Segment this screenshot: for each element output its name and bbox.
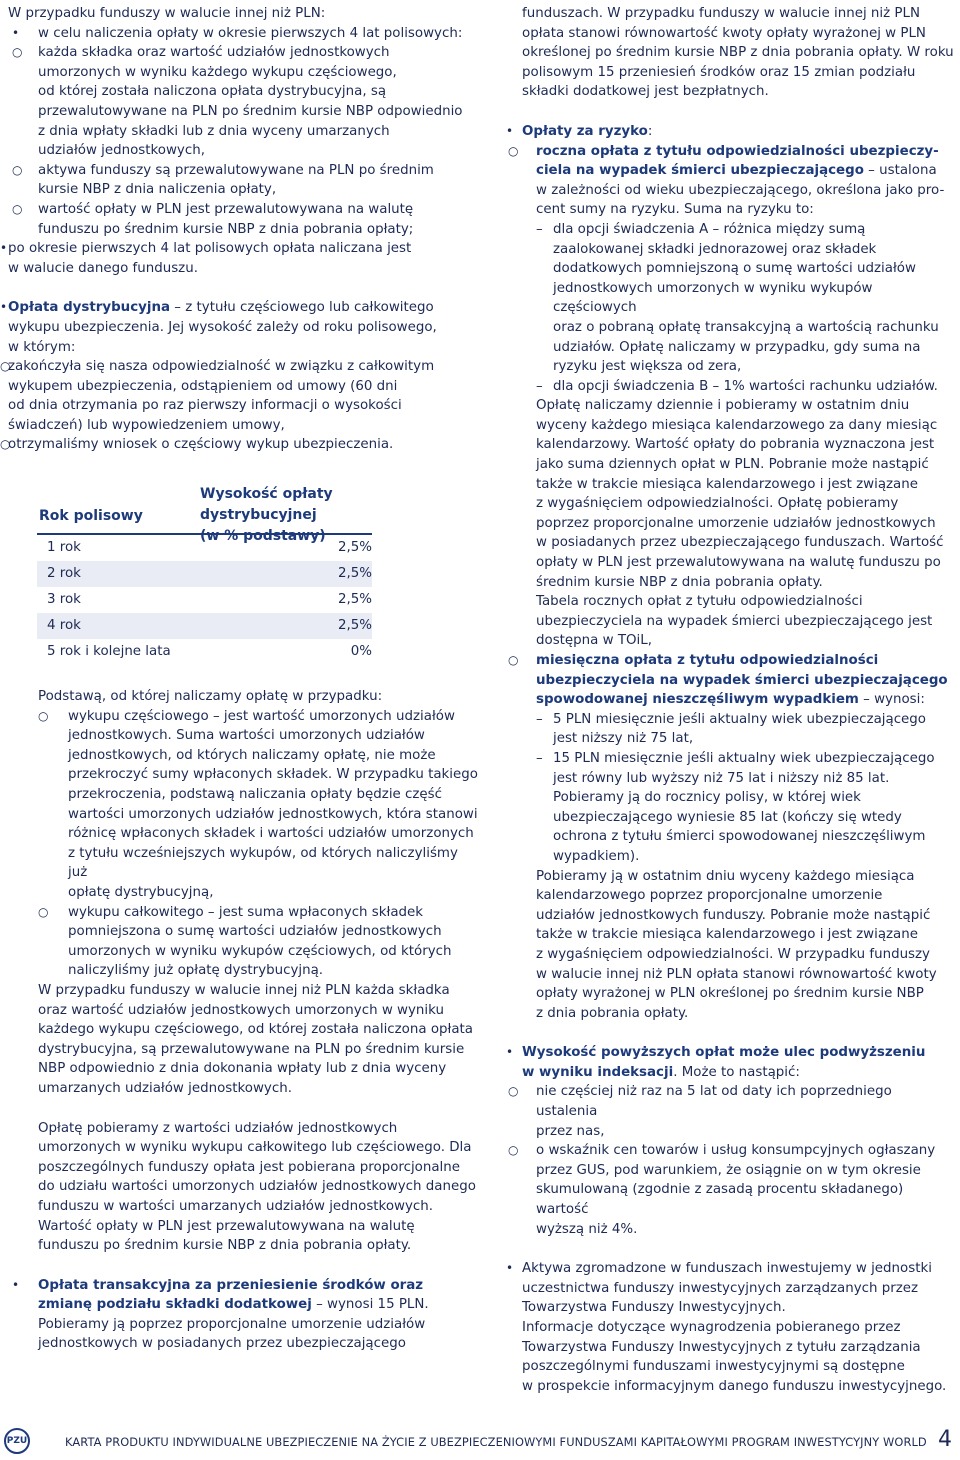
section-indexation: • Wysokość powyższych opłat może ulec podwyższeniu w wyniku indeksacji. Może to nastąpić: bbox=[506, 1043, 956, 1082]
dash-item: – dla opcji świadczenia A – różnica między sumą zaalokowanej składki jednorazowej oraz składek dodatkowych pomniejszoną o sumę wartości udziałów jednostkowych umorzonych w wyniku wykupów częściowych oraz o pobraną opłatę transakcyjną a wartością rachunku udziałów. Opłatę naliczamy w przypadku, gdy suma na ryzyku jest większa od zera, bbox=[536, 221, 939, 375]
table-row: 5 rok i kolejne lata 0% bbox=[47, 644, 372, 660]
dash-icon: – bbox=[536, 221, 543, 237]
circle-item: ○ nie częściej niż raz na 5 lat od daty ich poprzedniego ustalenia przez nas, bbox=[508, 1084, 892, 1139]
section-title: Wysokość powyższych opłat może ulec podwyższeniu bbox=[522, 1045, 926, 1061]
column-header-fee: Wysokość opłaty dystrybucyjnej (w % podstawy) bbox=[200, 486, 333, 545]
table-row: 2 rok 2,5% bbox=[37, 561, 372, 587]
table-header bbox=[37, 481, 372, 545]
bullet-icon: • bbox=[0, 300, 8, 315]
bullet-item: • po okresie pierwszych 4 lat polisowych opłata naliczana jest w walucie danego funduszu. bbox=[0, 241, 412, 276]
transaction-continued: funduszach. W przypadku funduszy w walucie innej niż PLN opłata stanowi równowartość kwoty opłaty wyrażonej w PLN określonej po średnim kursie NBP z dnia pobrania opłaty. W roku polisowym 15 przeniesień środków oraz 15 zmian podziału składki dodatkowej jest bezpłatnych. bbox=[522, 6, 954, 100]
table-row: 3 rok 2,5% bbox=[47, 592, 372, 608]
risk-paragraph: Opłatę naliczamy dziennie i pobieramy w ostatnim dniu wyceny każdego miesiąca kalendarzowego za dany miesiąc kalendarzowy. Wartość opłaty do pobrania wyznaczona jest jako suma dziennych opłat w PLN. Pobranie może nastąpić także w trakcie miesiąca kalendarzowego i jest związane z wygaśnięciem odpowiedzialności. Opłatę pobieramy poprzez proporcjonalne umorzenie udziałów jednostkowych w posiadanych przez ubezpieczającego funduszach. Wartość opłaty w PLN jest przewalutowywana na walutę funduszu po średnim kursie NBP z dnia pobrania opłaty. Tabela rocznych opłat z tytułu odpowiedzialności ubezpieczyciela na wypadek śmierci ubezpieczającego jest dostępna w TOiL, bbox=[536, 398, 944, 649]
section-risk-fees: • Opłaty za ryzyko: bbox=[506, 122, 956, 142]
footer-title: KARTA PRODUKTU INDYWIDUALNE UBEZPIECZENIE NA ŻYCIE Z UBEZPIECZENIOWYMI FUNDUSZAMI KAPITAŁOWYMI PROGRAM INWESTYCYJNY WORLD bbox=[65, 1435, 927, 1449]
base-paragraph: Podstawą, od której naliczamy opłatę w przypadku: ○ wykupu częściowego – jest wartość umorzonych udziałów jednostkowych. Suma wartości umorzonych udziałów jednostkowych, od których naliczamy opłatę, nie może przekroczyć sumy wpłaconych składek. W przypadku takiego przekroczenia, podstawą naliczania opłaty będzie część wartości umorzonych udziałów jednostkowych, która stanowi różnicę wpłaconych składek i wartości udziałów umorzonych z tytułu wcześniejszych wykupów, od których naliczyliśmy już opłatę dystrybucyjną, ○ wykupu całkowitego – jest suma wpłaconych składek pomniejszona o sumę wartości udziałów jednostkowych umorzonych w wyniku wykupów częściowych, od których naliczyliśmy już opłatę dystrybucyjną. W przypadku funduszy w walucie innej niż PLN każda składka oraz wartość udziałów jednostkowych umorzonych w wyniku każdego wykupu częściowego, od której została naliczona opłata dystrybucyjna, są przewalutowywane na PLN po średnim kursie NBP odpowiednio z dnia dokonania wpłaty lub z dnia wyceny umarzanych udziałów jednostkowych. Opłatę pobieramy z wartości udziałów jednostkowych umorzonych w wyniku wykupu całkowitego lub częściowego. Dla poszczególnych funduszy opłata jest pobierana proporcjonalne do udziału wartości umorzonych udziałów jednostkowych danego funduszu w wartości umarzanych udziałów jednostkowych. Wartość opłaty w PLN jest przewalutowywana na walutę funduszu po średnim kursie NBP z dnia pobrania opłaty. bbox=[38, 689, 478, 1254]
circle-bullet-icon: ○ bbox=[12, 45, 23, 60]
section-title: Opłata transakcyjna za przeniesienie środków oraz bbox=[38, 1277, 424, 1293]
circle-bullet-icon: ○ bbox=[38, 904, 49, 919]
circle-item: ○ otrzymaliśmy wniosek o częściowy wykup ubezpieczenia. bbox=[8, 435, 478, 455]
pzu-logo-icon: PZU bbox=[4, 1428, 30, 1454]
circle-bullet-icon: ○ bbox=[508, 143, 519, 158]
circle-bullet-icon: ○ bbox=[0, 359, 11, 374]
section-assets: • Aktywa zgromadzone w funduszach inwestujemy w jednostki uczestnictwa funduszy inwestycyjnych zarządzanych przez Towarzystwa Funduszy Inwestycyjnych. Informacje dotyczące wynagrodzenia pobieranego przez Towarzystwa Funduszy Inwestycyjnych z tytułu zarządzania poszczególnymi funduszami inwestycyjnymi są dostępne w prospekcie informacyjnym danego funduszu inwestycyjnego. bbox=[506, 1261, 947, 1394]
dash-icon: – bbox=[536, 378, 543, 394]
section-title: zmianę podziału składki dodatkowej bbox=[38, 1297, 312, 1313]
page-footer bbox=[0, 1418, 960, 1460]
bullet-icon: • bbox=[0, 241, 8, 256]
circle-bullet-icon: ○ bbox=[508, 1084, 519, 1099]
circle-bullet-icon: ○ bbox=[12, 162, 23, 177]
dash-item: – dla opcji świadczenia B – 1% wartości rachunku udziałów. bbox=[506, 377, 956, 397]
distribution-fee-table bbox=[37, 481, 372, 665]
circle-item: ○ zakończyła się nasza odpowiedzialność w związku z całkowitym wykupem ubezpieczenia, odstąpieniem od umowy (60 dni od dnia otrzymania po raz pierwszy informacji o wysokości świadczeń) lub wypowiedzeniem umowy, bbox=[0, 359, 435, 433]
dash-item: – 15 PLN miesięcznie jeśli aktualny wiek ubezpieczającego jest równy lub wyższy niż 75 lat i niższy niż 85 lat. Pobieramy ją do rocznicy polisy, w której wiek ubezpieczającego wyniesie 85 lat (kończy się wtedy ochrona z tytułu śmierci spowodowanej nieszczęśliwym wypadkiem). bbox=[536, 750, 935, 864]
dash-icon: – bbox=[536, 750, 543, 766]
section-transaction-fee: • Opłata transakcyjna za przeniesienie środków oraz zmianę podziału składki dodatkowej – wynosi 15 PLN. Pobieramy ją poprzez proporcjonalne umorzenie udziałów jednostkowych w posiadanych przez ubezpieczającego bbox=[8, 1276, 478, 1354]
circle-item: ○ roczna opłata z tytułu odpowiedzialności ubezpieczy- ciela na wypadek śmierci ubezpieczającego – ustalona w zależności od wieku ubezpieczającego, określona jako pro- cent sumy na ryzyku. Suma na ryzyku to: bbox=[508, 143, 945, 218]
circle-item: ○ aktywa funduszy są przewalutowywane na PLN po średnim kursie NBP z dnia naliczenia opłaty, bbox=[12, 162, 434, 198]
circle-bullet-icon: ○ bbox=[12, 201, 23, 216]
section-title: Opłaty za ryzyko bbox=[522, 123, 648, 139]
table-row: 4 rok 2,5% bbox=[37, 613, 372, 639]
circle-bullet-icon: ○ bbox=[508, 1143, 519, 1158]
bullet-icon: • bbox=[12, 1277, 20, 1292]
circle-item: ○ wartość opłaty w PLN jest przewalutowywana na walutę funduszu po średnim kursie NBP z dnia pobrania opłaty; bbox=[12, 201, 414, 237]
left-column bbox=[0, 4, 478, 1354]
circle-item: ○ każda składka oraz wartość udziałów jednostkowych umorzonych w wyniku każdego wykupu częściowego, od której została naliczona opłata dystrybucyjna, są przewalutowywane na PLN po średnim kursie NBP odpowiednio z dnia wpłaty składki lub z dnia wyceny umarzanych udziałów jednostkowych, bbox=[12, 45, 463, 159]
circle-bullet-icon: ○ bbox=[38, 708, 49, 723]
column-header-year: Rok polisowy bbox=[39, 508, 143, 525]
bullet-icon: • bbox=[506, 1045, 514, 1060]
right-column bbox=[506, 4, 956, 1396]
circle-item: ○ wykupu całkowitego – jest suma wpłaconych składek pomniejszona o sumę wartości udziałów jednostkowych umorzonych w wyniku wykupów częściowych, od których naliczyliśmy już opłatę dystrybucyjną. bbox=[38, 904, 452, 979]
bullet-icon: • bbox=[12, 25, 20, 40]
dash-item: – 5 PLN miesięcznie jeśli aktualny wiek ubezpieczającego jest niższy niż 75 lat, bbox=[536, 711, 926, 747]
page-number: 4 bbox=[938, 1427, 952, 1452]
circle-item: ○ wykupu częściowego – jest wartość umorzonych udziałów jednostkowych. Suma wartości umorzonych udziałów jednostkowych, od których naliczamy opłatę, nie może przekroczyć sumy wpłaconych składek. W przypadku takiego przekroczenia, podstawą naliczania opłaty będzie część wartości umorzonych udziałów jednostkowych, która stanowi różnicę wpłaconych składek i wartości udziałów umorzonych z tytułu wcześniejszych wykupów, od których naliczyliśmy już opłatę dystrybucyjną, bbox=[38, 708, 478, 900]
circle-bullet-icon: ○ bbox=[0, 437, 11, 452]
bullet-icon: • bbox=[506, 1261, 514, 1276]
bullet-item: • w celu naliczenia opłaty w okresie pierwszych 4 lat polisowych: bbox=[8, 24, 478, 44]
table-row: 1 rok 2,5% bbox=[47, 540, 372, 556]
section-title: Opłata dystrybucyjna bbox=[8, 300, 171, 316]
bullet-icon: • bbox=[506, 123, 514, 138]
section-distribution-fee: • Opłata dystrybucyjna – z tytułu częściowego lub całkowitego wykupu ubezpieczenia. Jej wysokość zależy od roku polisowego, w którym: bbox=[0, 300, 437, 355]
risk-paragraph-2: Pobieramy ją w ostatnim dniu wyceny każdego miesiąca kalendarzowego poprzez proporcjonalne umorzenie udziałów jednostkowych funduszy. Pobranie może nastąpić także w trakcie miesiąca kalendarzowego i jest związane z wygaśnięciem odpowiedzialności. W przypadku funduszy w walucie innej niż PLN opłata stanowi równowartość kwoty opłaty wyrażonej w PLN określonej po średnim kursie NBP z dnia pobrania opłaty. bbox=[536, 868, 937, 1021]
circle-bullet-icon: ○ bbox=[508, 653, 519, 667]
circle-item: ○ miesięczna opłata z tytułu odpowiedzialności ubezpieczyciela na wypadek śmierci ubezpieczającego spowodowanej nieszczęśliwym wypadkiem – wynosi: bbox=[508, 653, 948, 708]
intro-line: W przypadku funduszy w walucie innej niż PLN: bbox=[8, 6, 326, 21]
circle-item: ○ o wskaźnik cen towarów i usług konsumpcyjnych ogłaszany przez GUS, pod warunkiem, że osiągnie on w tym okresie skumulowaną (zgodnie z zasadą procentu składanego) wartość wyższą niż 4%. bbox=[508, 1143, 936, 1237]
dash-icon: – bbox=[536, 711, 543, 727]
